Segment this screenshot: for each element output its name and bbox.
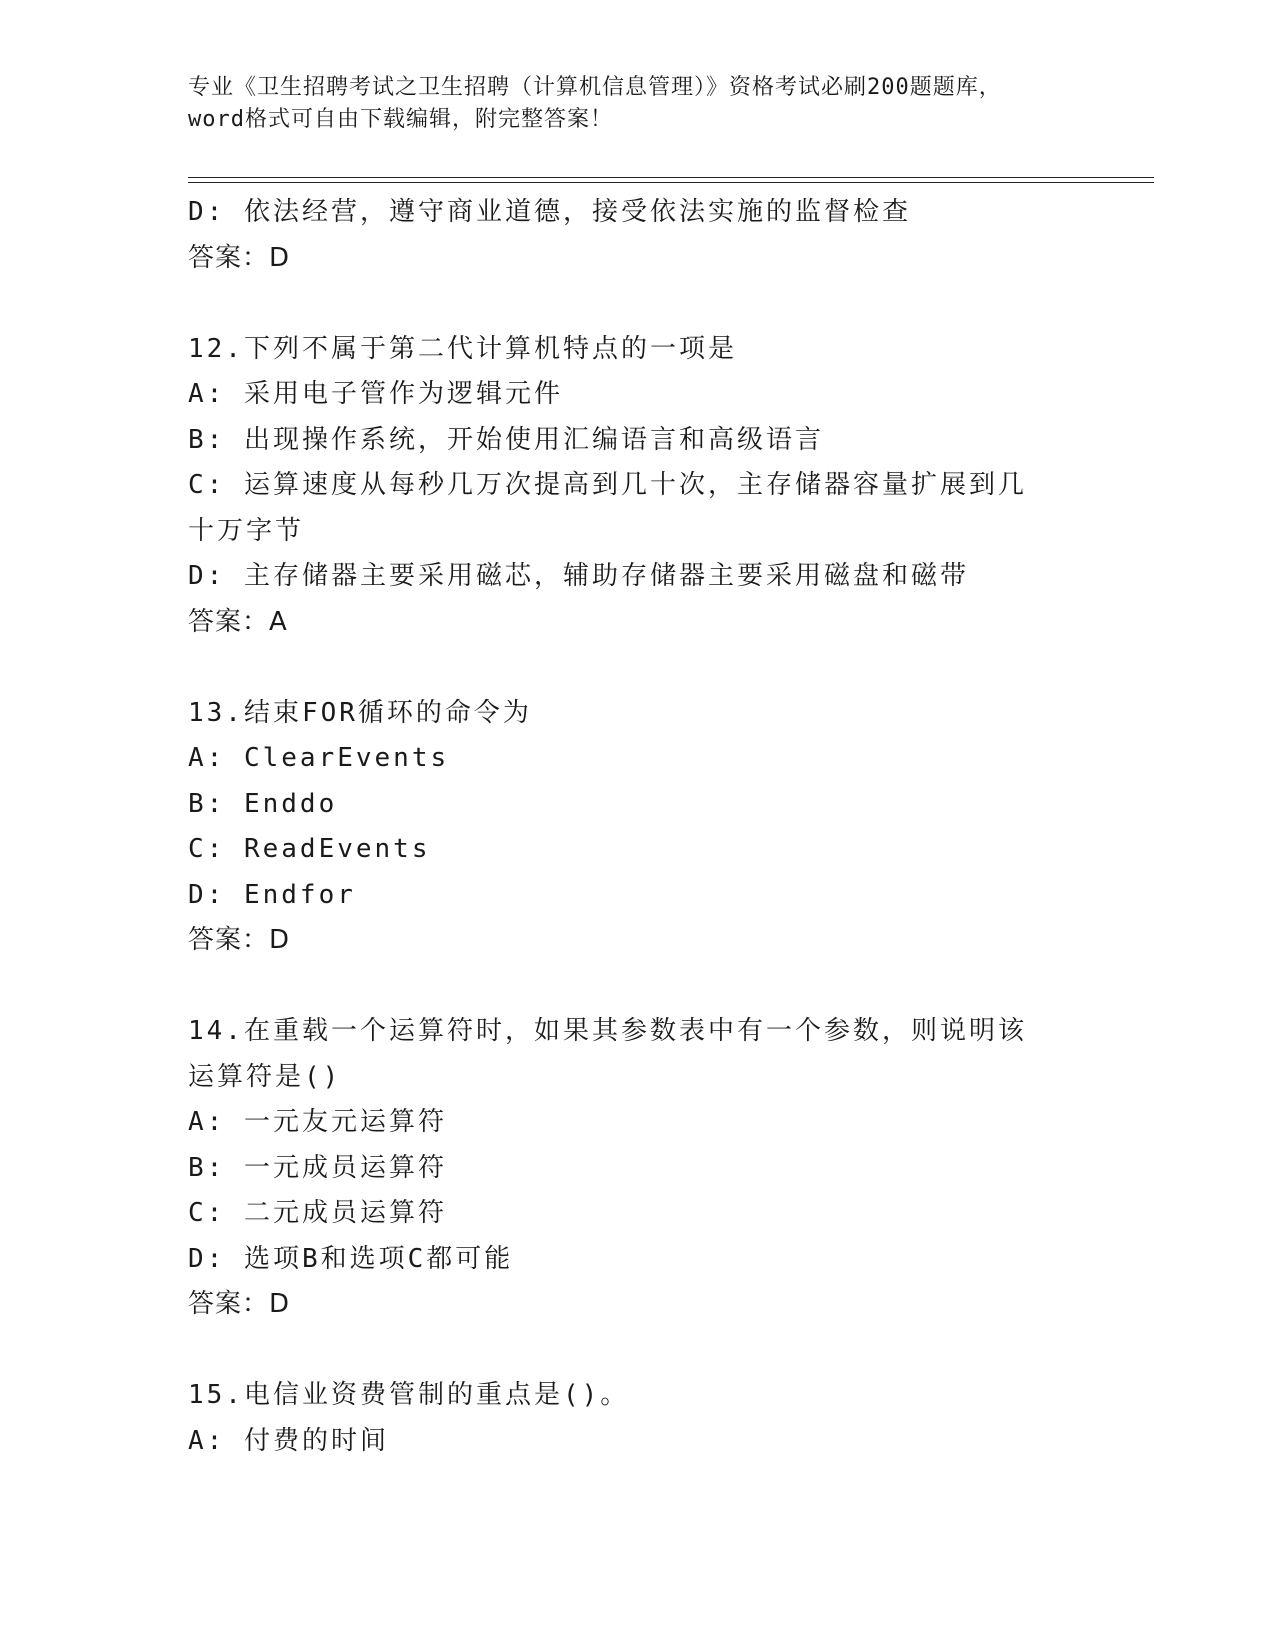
question-option: A: 采用电子管作为逻辑元件 xyxy=(188,379,563,409)
question-stem: 14.在重载一个运算符时，如果其参数表中有一个参数，则说明该运算符是() xyxy=(188,1016,1027,1092)
question-answer: 答案：D xyxy=(188,1289,291,1319)
question-option: D: 主存储器主要采用磁芯，辅助存储器主要采用磁盘和磁带 xyxy=(188,561,969,591)
spacer xyxy=(188,645,1088,691)
header-divider xyxy=(188,177,1154,183)
question-option: C: 运算速度从每秒几万次提高到几十次，主存储器容量扩展到几十万字节 xyxy=(188,470,1027,546)
question-option: D: Endfor xyxy=(188,879,356,910)
question-option: B: Enddo xyxy=(188,788,338,819)
header-line-1: 专业《卫生招聘考试之卫生招聘（计算机信息管理）》资格考试必刷200题题库， xyxy=(188,75,1002,100)
question-option: A: ClearEvents xyxy=(188,743,450,773)
question-answer: 答案：A xyxy=(188,606,288,637)
question-option: A: 一元友元运算符 xyxy=(188,1107,447,1137)
question-14 xyxy=(188,1009,1088,1328)
question-answer: 答案：D xyxy=(188,242,291,273)
spacer xyxy=(188,281,1088,327)
question-option: D: 依法经营，遵守商业道德，接受依法实施的监督检查 xyxy=(188,197,911,227)
spacer xyxy=(188,964,1088,1010)
spacer xyxy=(188,1328,1088,1374)
question-option: C: 二元成员运算符 xyxy=(188,1198,447,1228)
header-line-2: word格式可自由下载编辑，附完整答案！ xyxy=(188,107,613,132)
question-12 xyxy=(188,327,1088,646)
question-option: B: 出现操作系统，开始使用汇编语言和高级语言 xyxy=(188,424,824,455)
question-15 xyxy=(188,1373,1088,1464)
question-answer: 答案：D xyxy=(188,925,291,955)
question-stem: 13.结束FOR循环的命令为 xyxy=(188,697,532,728)
question-option: B: 一元成员运算符 xyxy=(188,1152,447,1183)
question-option: D: 选项B和选项C都可能 xyxy=(188,1243,514,1274)
question-stem: 15.电信业资费管制的重点是()。 xyxy=(188,1380,630,1410)
question-11-tail xyxy=(188,190,1088,281)
question-stem: 12.下列不属于第二代计算机特点的一项是 xyxy=(188,333,737,364)
question-list xyxy=(188,190,1088,1464)
document-header xyxy=(188,72,1088,136)
question-option: C: ReadEvents xyxy=(188,834,431,864)
question-option: A: 付费的时间 xyxy=(188,1425,389,1456)
question-13 xyxy=(188,691,1088,964)
